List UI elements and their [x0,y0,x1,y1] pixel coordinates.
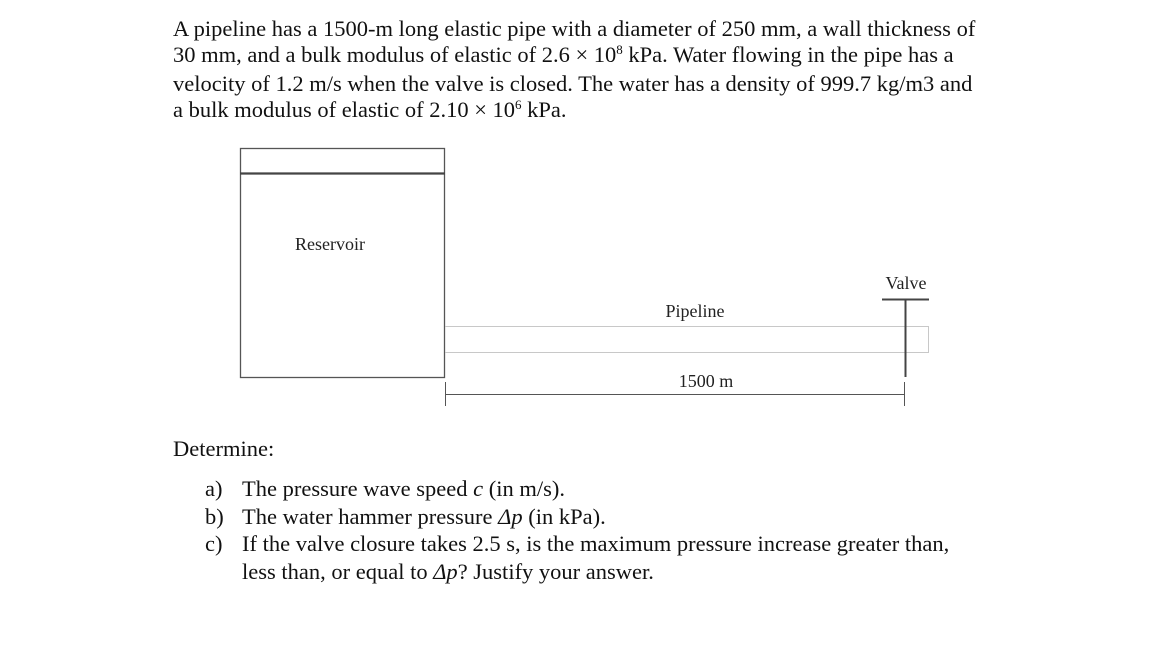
problem-line-3: velocity of 1.2 m/s when the valve is closed. The water has a density of 999.7 kg/m3 and [173,71,973,96]
question-letter: c) [205,531,223,556]
valve-label: Valve [885,273,927,293]
variable-delta-p: Δp [433,558,458,584]
reservoir-label: Reservoir [295,234,365,254]
reservoir [240,149,445,378]
question-a [205,475,1005,503]
exponent: 6 [515,97,522,112]
variable-delta-p: Δp [498,503,523,529]
length-dimension [445,382,905,406]
problem-line-2: 30 mm, and a bulk modulus of elastic of $2.6 \times 10^8$ kPa. Water flowing in the pipe has a [173,42,954,67]
question-b [205,503,1005,531]
question-text: If the valve closure takes 2.5 s, is the maximum pressure increase greater than, less than, or equal to Δp? Justify your answer. [242,531,950,584]
question-list [205,475,1005,585]
question-text: The pressure wave speed c (in m/s). [242,476,566,501]
question-letter: a) [205,476,223,501]
reservoir-outline [241,149,445,378]
pipe [445,326,929,353]
variable-c: c [473,476,484,501]
exponent: 8 [616,42,623,57]
length-label: 1500 m [678,371,734,391]
question-c [205,530,1005,585]
problem-line-4: a bulk modulus of elastic of $2.10 \times 10^6$ kPa. [173,97,567,122]
determine-heading: Determine: [173,436,275,461]
question-text: The water hammer pressure Δp (in kPa). [242,503,606,529]
question-letter: b) [205,503,224,529]
pipeline-label: Pipeline [665,301,725,321]
valve [882,299,929,377]
problem-line-1: A pipeline has a 1500-m long elastic pipe with a diameter of 250 mm, a wall thickness of [173,16,976,41]
problem-statement [173,16,1033,126]
